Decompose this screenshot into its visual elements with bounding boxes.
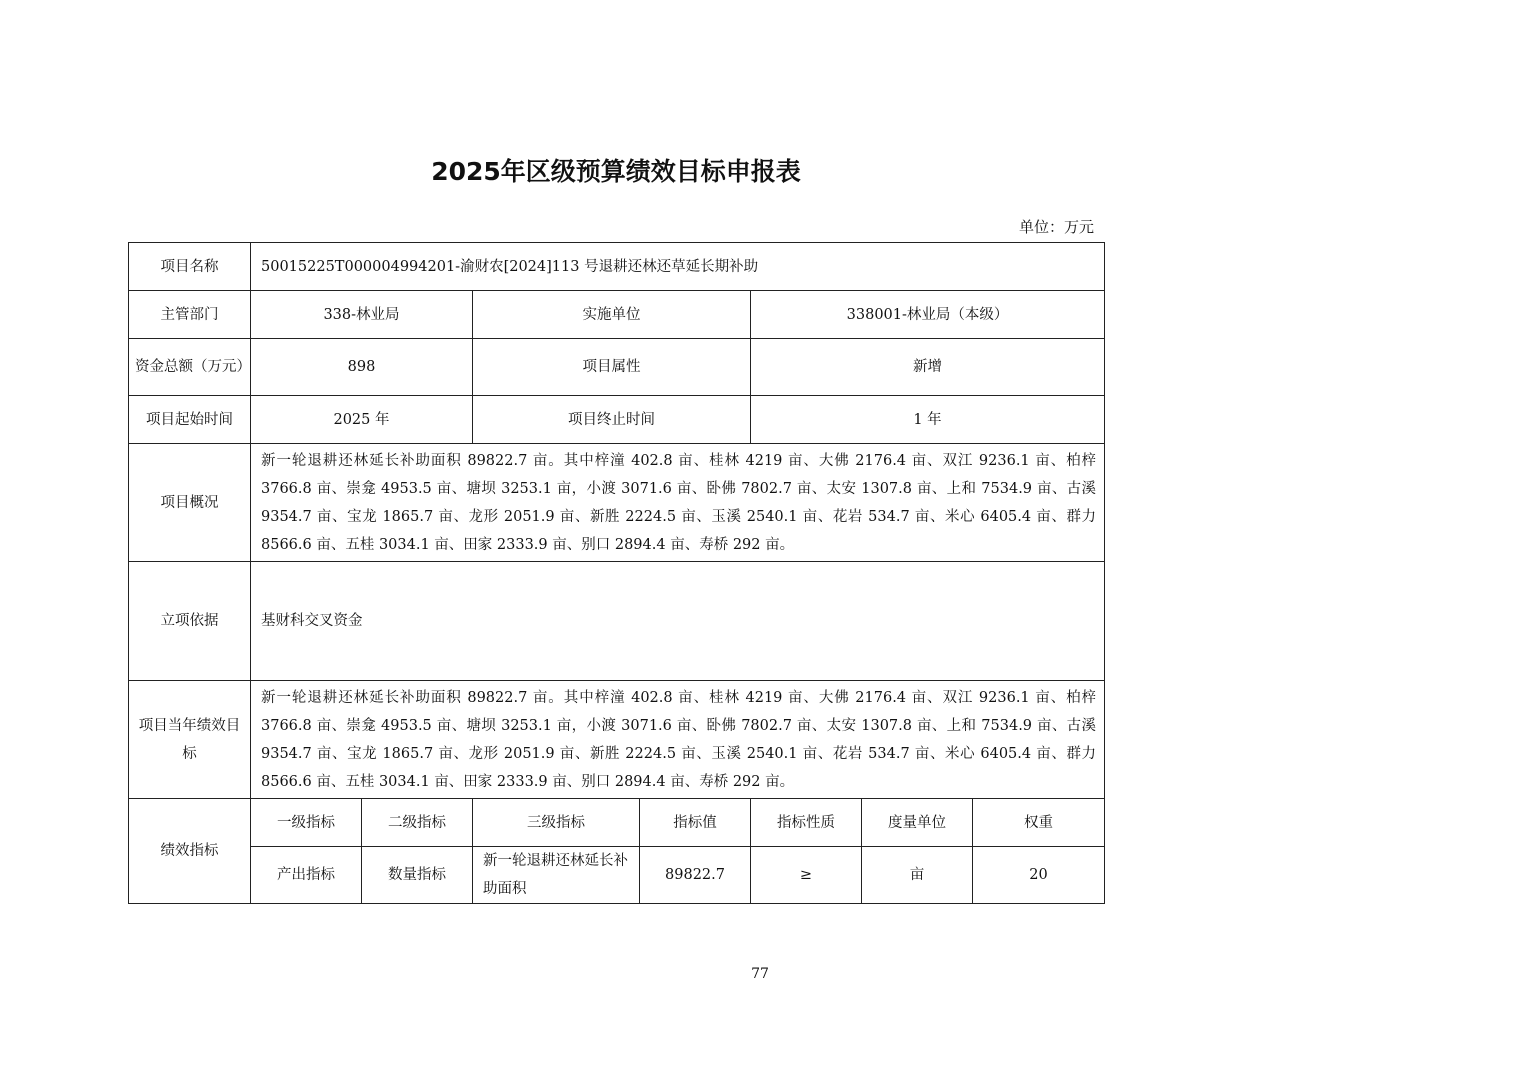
goal-value: 新一轮退耕还林延长补助面积 89822.7 亩。其中梓潼 402.8 亩、桂林 4219 亩、大佛 2176.4 亩、双江 9236.1 亩、柏梓 3766.8 亩、崇龛 4953.5 亩、塘坝 3253.1 亩，小渡 3071.6 亩、卧佛 7802.7 亩、太安 1307.8 亩、上和 7534.9 亩、古溪 9354.7 亩、宝龙 1865.7 亩、龙形 2051.9 亩、新胜 2224.5 亩、玉溪 2540.1 亩、花岩 534.7 亩、米心 6405.4 亩、群力 8566.6 亩、五桂 3034.1 亩、田家 2333.9 亩、别口 2894.4 亩、寿桥 292 亩。 — [251, 681, 1105, 799]
page-number: 77 — [751, 966, 769, 982]
dept-value: 338-林业局 — [251, 291, 473, 339]
page-title: 2025年区级预算绩效目标申报表 — [431, 157, 801, 186]
impl-value: 338001-林业局（本级） — [751, 291, 1105, 339]
table-row — [129, 847, 1105, 904]
impl-label: 实施单位 — [473, 291, 751, 339]
fund-value: 898 — [251, 339, 473, 396]
indicator-header: 度量单位 — [862, 799, 973, 847]
attr-value: 新增 — [751, 339, 1105, 396]
indicator-cell: 89822.7 — [640, 847, 751, 904]
start-value: 2025 年 — [251, 396, 473, 444]
performance-table — [128, 242, 1105, 904]
indicator-cell: 20 — [973, 847, 1105, 904]
indicator-header: 一级指标 — [251, 799, 362, 847]
dept-label: 主管部门 — [129, 291, 251, 339]
indicator-header: 指标值 — [640, 799, 751, 847]
overview-value: 新一轮退耕还林延长补助面积 89822.7 亩。其中梓潼 402.8 亩、桂林 4219 亩、大佛 2176.4 亩、双江 9236.1 亩、柏梓 3766.8 亩、崇龛 4953.5 亩、塘坝 3253.1 亩，小渡 3071.6 亩、卧佛 7802.7 亩、太安 1307.8 亩、上和 7534.9 亩、古溪 9354.7 亩、宝龙 1865.7 亩、龙形 2051.9 亩、新胜 2224.5 亩、玉溪 2540.1 亩、花岩 534.7 亩、米心 6405.4 亩、群力 8566.6 亩、五桂 3034.1 亩、田家 2333.9 亩、别口 2894.4 亩、寿桥 292 亩。 — [251, 444, 1105, 562]
end-label: 项目终止时间 — [473, 396, 751, 444]
basis-label: 立项依据 — [129, 562, 251, 681]
unit-label: 单位：万元 — [1018, 218, 1094, 236]
basis-value: 基财科交叉资金 — [251, 562, 1105, 681]
start-label: 项目起始时间 — [129, 396, 251, 444]
indicator-header: 三级指标 — [473, 799, 640, 847]
perf-label: 绩效指标 — [129, 799, 251, 904]
end-value: 1 年 — [751, 396, 1105, 444]
goal-label: 项目当年绩效目标 — [129, 681, 251, 799]
indicator-cell: 亩 — [862, 847, 973, 904]
indicator-header: 二级指标 — [362, 799, 473, 847]
indicator-cell: 产出指标 — [251, 847, 362, 904]
indicator-header: 权重 — [973, 799, 1105, 847]
indicator-cell: ≥ — [751, 847, 862, 904]
indicator-cell: 新一轮退耕还林延长补助面积 — [473, 847, 640, 904]
overview-label: 项目概况 — [129, 444, 251, 562]
name-label: 项目名称 — [129, 243, 251, 291]
attr-label: 项目属性 — [473, 339, 751, 396]
name-value: 50015225T000004994201-渝财农[2024]113 号退耕还林还草延长期补助 — [251, 243, 1105, 291]
fund-label: 资金总额（万元） — [129, 339, 251, 396]
indicator-cell: 数量指标 — [362, 847, 473, 904]
indicator-header: 指标性质 — [751, 799, 862, 847]
